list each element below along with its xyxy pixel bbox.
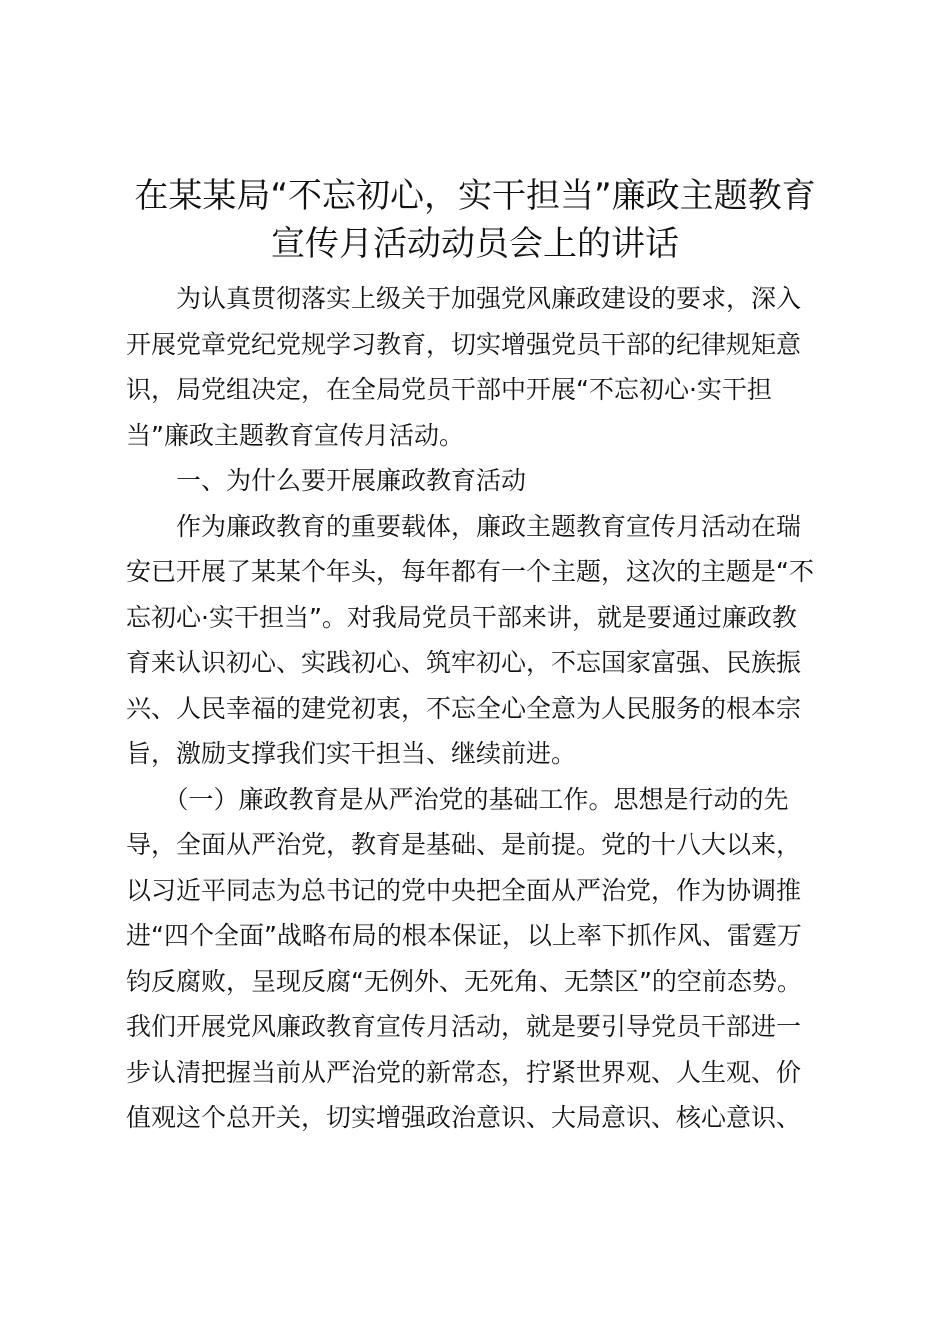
title-line-2: 宣传月活动动员会上的讲话 [271, 224, 679, 264]
body-line: 开展党章党纪党规学习教育，切实增强党员干部的纪律规矩意 [126, 329, 802, 359]
subsection-line: （一）廉政教育是从严治党的基础工作。思想是行动的先 [126, 784, 789, 814]
body-line: 当”廉政主题教育宣传月活动。 [126, 420, 464, 450]
body-line: 旨，激励支撑我们实干担当、继续前进。 [126, 739, 577, 768]
document-body [126, 276, 834, 1141]
section-heading: 一、为什么要开展廉政教育活动 [126, 466, 527, 495]
document-title [110, 172, 840, 268]
body-line: 我们开展党风廉政教育宣传月活动，就是要引导党员干部进一 [126, 1012, 802, 1041]
body-line: 进“四个全面”战略布局的根本保证，以上率下抓作风、雷霆万 [126, 921, 802, 950]
body-line: 育来认识初心、实践初心、筑牢初心，不忘国家富强、民族振 [126, 648, 802, 677]
title-line-1: 在某某局“不忘初心，实干担当”廉政主题教育 [134, 176, 816, 216]
body-line: 安已开展了某某个年头，每年都有一个主题，这次的主题是“不 [126, 557, 814, 586]
body-line: 忘初心·实干担当”。对我局党员干部来讲，就是要通过廉政教 [126, 602, 797, 632]
body-line: 导，全面从严治党，教育是基础、是前提。党的十八大以来， [126, 830, 802, 859]
body-line: 作为廉政教育的重要载体，廉政主题教育宣传月活动在瑞 [126, 511, 802, 541]
body-line: 识，局党组决定，在全局党员干部中开展“不忘初心·实干担 [126, 375, 772, 404]
body-line: 钧反腐败，呈现反腐“无例外、无死角、无禁区”的空前态势。 [126, 966, 802, 996]
body-line: 为认真贯彻落实上级关于加强党风廉政建设的要求，深入 [126, 284, 802, 313]
body-line: 步认清把握当前从严治党的新常态，拧紧世界观、人生观、价 [126, 1057, 802, 1087]
body-line: 值观这个总开关，切实增强政治意识、大局意识、核心意识、 [126, 1103, 802, 1132]
body-line: 以习近平同志为总书记的党中央把全面从严治党，作为协调推 [126, 875, 802, 905]
body-line: 兴、人民幸福的建党初衷，不忘全心全意为人民服务的根本宗 [126, 693, 802, 723]
